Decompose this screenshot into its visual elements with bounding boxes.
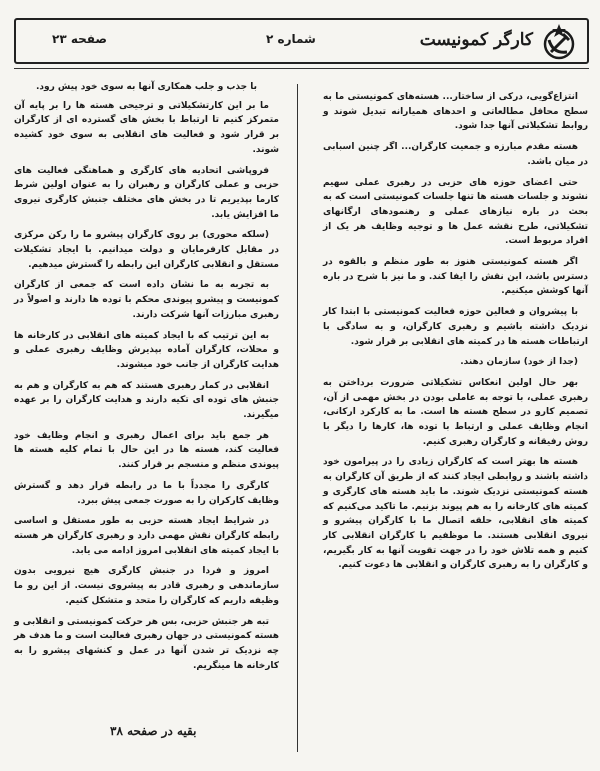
paragraph: هر جمع باید برای اعمال رهبری و انجام وظایف خود فعالیت کند، هسته ها در این حال با تمام کلیه هسته ها پیوندی منظم و منسجم بر قرار کنند. [14,430,279,471]
paragraph: انقلابی در کمار رهبری هستند که هم به کارگران و هم به جنبش های توده ای تکیه دارند و هدایت کارگران را بر عهده میگیرند. [14,380,279,421]
paragraph: کارگری را مجدداً با ما در رابطه قرار دهد و گسترش وظایف کارکران را به صورت جمعی پیش ببرد. [14,480,279,506]
paragraph: انتزاع‌گویی، درکی از ساختار... هسته‌های کمونیستی ما به سطح محافل مطالعاتی و احدهای همیارانه تبدیل شوند و روابط تشکیلاتی آنها جدا شود. [323,92,588,132]
left-column [14,80,279,679]
paragraph: با پیشروان و فعالین حوزه فعالیت کمونیستی با ابتدا کار نزدیک داشته باشیم و رهبری کارگران، و به سادگی با ارتباطات هسته ها در کمیته های انقلابی بر قرار شود. [323,307,588,347]
paragraph-highlight: اگر هسته کمونیستی هنوز به طور منظم و بالقوه در دسترس باشد، این نقش را ایفا کند. و ما نیز با شرح در باره آنها کوشش میکنیم. [323,257,588,297]
header-rule [14,68,589,69]
paragraph: امروز و فردا در جنبش کارگری هیچ نیرویی بدون سازماندهی و رهبری قادر به پیشروی نیست. از این رو ما وظیفه داریم که کارگران را متحد و متشکل کنیم. [14,566,279,606]
masthead [14,18,589,64]
paragraph: به این ترتیب که با ایجاد کمیته های انقلابی در کارخانه ها و محلات، کارگران آماده بپذیرش وظایف رهبری عملی و هدایت کارگران از جانب خود میشوند. [14,330,279,370]
paragraph: حتی اعضای حوزه های حزبی در رهبری عملی سهیم نشوند و جلسات هسته ها تنها جلسات کمونیستی است که به بحث در باره نیازهای عملی و رهنمودهای ارگانهای تشکیلاتی، طرح نقشه عمل ها و توجیه وظایف هر یک از افراد مربوط است. [323,177,588,247]
paragraph: (جدا از خود) سازمان دهند. [460,357,578,368]
publication-title: کارگر کمونیست [419,30,533,50]
paragraph: به تجربه به ما نشان داده است که جمعی از کارگران کمونیست و پیشرو پیوندی محکم با توده ها دارند و اصولاً در رهبری مبارزات آنها شرکت دارند. [14,280,279,320]
issue-number: شماره ۲ [266,32,316,46]
paragraph: (سلکه محوری) بر روی کارگران پیشرو ما را رکن مرکزی در مقابل کارفرمایان و دولت میدانیم. با ایجاد تشکیلات مستقل و انقلابی کارگران این رابطه را گسترش میدهیم. [14,230,279,270]
paragraph: هسته ها بهتر است که کارگران زیادی را در پیرامون خود داشته باشند و روابطی ایجاد کنند که از طریق آن کارگران به هسته کمونیستی نزدیک شوند. ما باید هسته های کارگری و کمیته های کارخانه را به هم پیوند بزنیم. ما تاکید می‌کنیم که کمیته های انقلابی، حلقه اتصال ما با کارگران پیشرو و نیروی انقلابی هستند. ما موظفیم با کارگران انقلابی کار کنیم و همه تلاش خود را در جهت تقویت آنها به کار بگیریم، و کارگران را به رهبری کارگران و انقلابی ها دعوت کنیم. [323,457,588,571]
page-number: صفحه ۲۳ [52,32,107,46]
paragraph: تبه هر جنبش حزبی، بس هر حرکت کمونیستی و انقلابی و هسته کمونیستی در جهان رهبری فعالیت است و ما هدف هر چه نزدیک تر شدن آنها در عمل و کنشهای پیشرو را به کارخانه ها مینگریم. [14,616,279,671]
paragraph: هسته مقدم مبارزه و جمعیت کارگران... اگر چنین اسبابی در میان باشد. [323,142,588,167]
hammer-sickle-star-logo-icon [539,22,579,62]
column-divider [297,84,298,752]
paragraph: فروپاشی اتحادیه های کارگری و هماهنگی فعالیت های حزبی و عملی کارگران و رهبران را به عنوان اولین شرط کارما بپذیریم تا در بخش های مختلف جنبش کارگری نیروی ما افزایش یابد. [14,165,279,220]
column-lead-line: با جذب و جلب همکاری آنها به سوی خود پیش رود. [35,82,258,92]
continued-on-page-note: بقیه در صفحه ۳۸ [110,724,197,738]
paragraph: بهر حال اولین انعکاس تشکیلاتی ضرورت برداختن به رهبری عملی، با توجه به عاملی بودن در بخش مهمی از آن، تصمیم کارو در سطح هسته ها است. ما به کارکرد ارکانی، انجام وظایف عملی و ارتباط با توده ها، کارها را دیگر با روش رفیقانه و کارگران رهبری کنیم. [323,377,588,447]
paragraph: در شرایط ایجاد هسته حزبی به طور مستقل و اساسی رابطه کارگران نقش مهمی دارد و رهبری کارگران هر هسته با ایجاد کمیته های انقلابی امروز ادامه می یابد. [14,516,279,556]
right-column [323,90,588,579]
paragraph: ما بر این کارتشکیلاتی و ترجیحی هسته ها را بر پایه آن متمرکز کنیم تا ارتباط با بخش های گسترده ای از کارگران بر قرار شود و فعالیت های انقلابی به سوی خود کشیده شوند. [14,100,279,155]
